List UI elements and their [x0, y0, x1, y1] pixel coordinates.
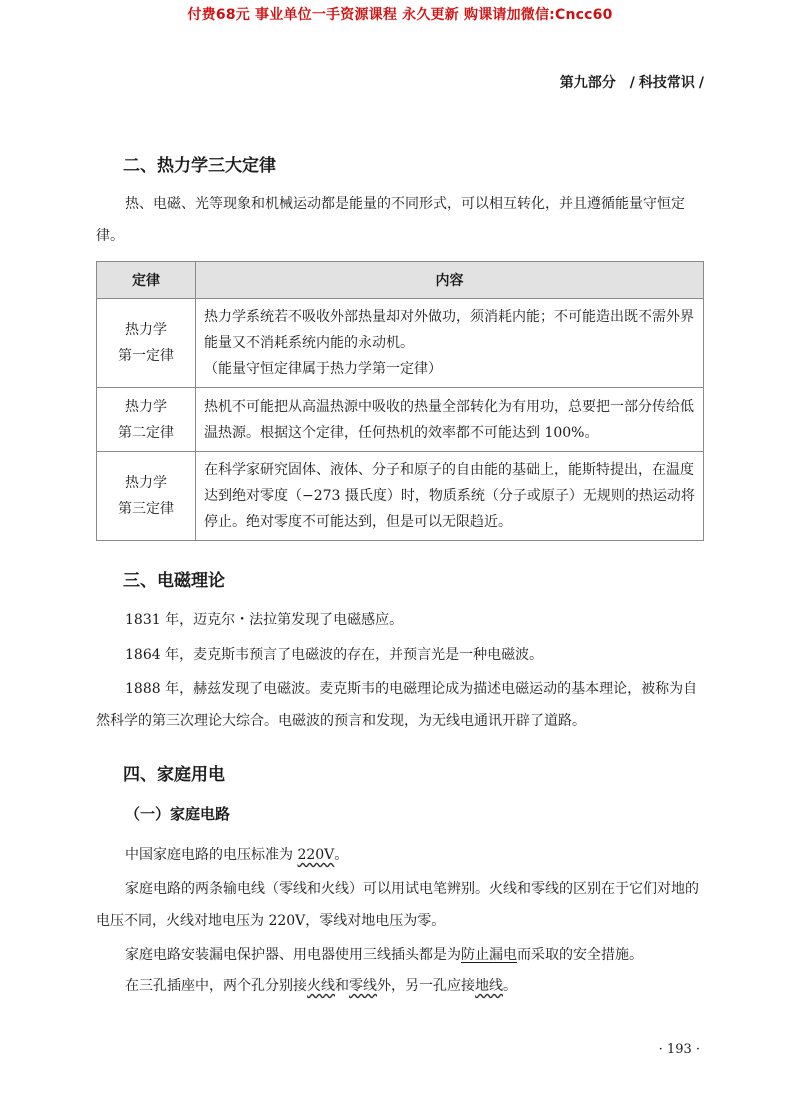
text-run: 在三孔插座中，两个孔分别接: [125, 978, 307, 994]
law-name: [97, 299, 196, 388]
law-description: [196, 388, 704, 452]
table-row: [97, 452, 704, 541]
text-run: 家庭电路安装漏电保护器、用电器使用三线插头都是为: [125, 947, 461, 963]
law-description: [196, 452, 704, 541]
topic-label: 科技常识: [638, 75, 695, 91]
law-name-line: 热力学: [125, 322, 167, 338]
law-name-line: 热力学: [125, 398, 167, 415]
emphasized-text: 地线: [475, 978, 503, 994]
em-paragraph: 1888 年，赫兹发现了电磁波。麦克斯韦的电磁理论成为描述电磁运动的基本理论，被称为自然科学的第三次理论大综合。电磁波的预言和发现，为无线电通讯开辟了道路。: [96, 681, 698, 729]
law-name: [97, 452, 196, 541]
law-name-line: 第一定律: [118, 348, 174, 364]
section-title-thermodynamics: 二、热力学三大定律: [123, 156, 276, 176]
section-title-household-electricity: 四、家庭用电: [123, 765, 225, 785]
home-paragraph: 家庭电路的两条输电线（零线和火线）可以用试电笔辨别。火线和零线的区别在于它们对地的电压不同，火线对地电压为 220V，零线对地电压为零。: [96, 881, 699, 929]
text-run: 和: [335, 978, 349, 994]
emphasized-text: 防止漏电: [461, 947, 517, 963]
home-paragraph: [96, 839, 704, 871]
home-paragraph: [96, 970, 704, 1002]
separator: /: [629, 75, 635, 91]
text-run: 。: [334, 847, 349, 863]
column-header: 定律: [97, 262, 196, 299]
promo-banner: 付费68元 事业单位一手资源课程 永久更新 购课请加微信:Cncc60: [187, 7, 613, 23]
column-header: 内容: [196, 262, 704, 299]
page-number: · 193 ·: [658, 1042, 700, 1057]
em-paragraph: 1831 年，迈克尔・法拉第发现了电磁感应。: [125, 612, 404, 628]
thermo-laws-table: [96, 261, 704, 541]
law-note: （能量守恒定律属于热力学第一定律）: [204, 361, 442, 377]
law-name: [97, 388, 196, 452]
emphasized-text: 零线: [349, 978, 377, 994]
home-paragraph: [96, 939, 704, 971]
law-description-text: 热力学系统若不吸收外部热量却对外做功，须消耗内能；不可能造出既不需外界能量又不消耗系统内能的永动机。: [204, 309, 694, 351]
law-description-text: 在科学家研究固体、液体、分子和原子的自由能的基础上，能斯特提出，在温度达到绝对零度（−273 摄氏度）时，物质系统（分子或原子）无规则的热运动将停止。绝对零度不可能达到，但是可以无限趋近。: [204, 462, 695, 530]
table-row: [97, 299, 704, 388]
section-title-electromagnetism: 三、电磁理论: [123, 571, 225, 591]
text-run: 中国家庭电路的电压标准为: [125, 847, 298, 863]
thermo-intro: 热、电磁、光等现象和机械运动都是能量的不同形式，可以相互转化，并且遵循能量守恒定律。: [96, 196, 685, 244]
part-label: 第九部分: [559, 75, 616, 91]
em-paragraph: 1864 年，麦克斯韦预言了电磁波的存在，并预言光是一种电磁波。: [125, 647, 544, 663]
text-run: 外，另一孔应接: [377, 978, 475, 994]
emphasized-text: 220V: [297, 847, 335, 863]
text-run: 而采取的安全措施。: [517, 947, 643, 963]
separator: /: [698, 75, 704, 91]
law-description-text: 热机不可能把从高温热源中吸收的热量全部转化为有用功，总要把一部分传给低温热源。根据这个定律，任何热机的效率都不可能达到 100%。: [204, 398, 694, 441]
text-run: 。: [503, 978, 517, 994]
table-header-row: [97, 262, 704, 299]
law-description: [196, 299, 704, 388]
emphasized-text: 火线: [307, 978, 335, 994]
law-name-line: 第三定律: [118, 501, 174, 517]
law-name-line: 热力学: [125, 475, 167, 491]
table-row: [97, 388, 704, 452]
subsection-title-home-circuit: （一）家庭电路: [125, 805, 231, 823]
law-name-line: 第二定律: [118, 424, 174, 441]
page-content: [96, 0, 704, 1114]
